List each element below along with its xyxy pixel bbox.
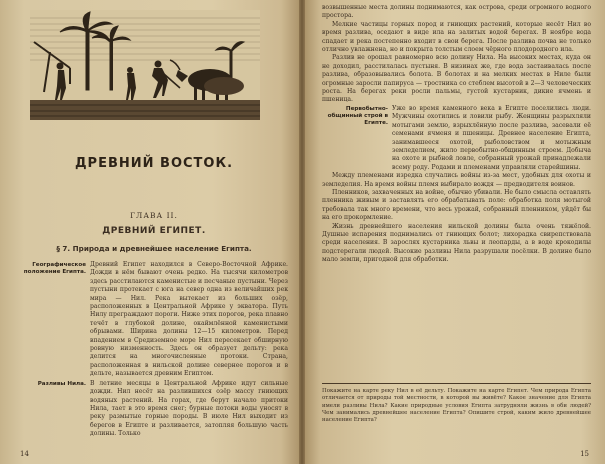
left-page xyxy=(0,0,302,464)
margin-note-primitive: Первобытно-общинный строй в Египте. xyxy=(327,105,388,126)
islands-paragraph: возвышенные места долины поднимаются, как острова, среди огромного водного простора. xyxy=(322,4,591,20)
review-questions: Покажите на карте реку Нил в её дельту. Покажите на карте Египет. Чем природа Египта отличается от природы той местности, в которой вы живёте? Какое значение для Египта имели разливы Нила? Какие природные условия Египта затрудняли жизнь в оби людей? Чем занимались древнейшее население Египта? Опишите строй, каким жило древнейшее население Египта? xyxy=(322,383,591,424)
marsh-paragraph: Разлив не орошал равномерно всю долину Нила. На высоких местах, куда он не доходил, расстилалась пустыня. В низинах же, где вода застаивалась после разлива, образовывались болота. В болотах и на мелких местах в Ниле были огромные заросли папируса — тростника со стеблем высотой в 2—3 человеческих роста. На берегах реки росли пальмы, густой кустарник, дикие ячмень и пшеница. xyxy=(322,54,591,104)
floods-block xyxy=(20,380,288,439)
geography-block xyxy=(20,261,288,379)
primitive-paragraph: Уже во время каменного века в Египте поселились люди. Мужчины охотились и ловили рыбу. Женщины разрыхляли мотыгами землю, взрыхлённую после разлива, засевали её семенами ячменя и пшеницы. Древнее население Египта, занимавшееся охотой, рыболовством и мотыжным земледелием, жило первобытно-общинным строем. Добыча на охоте и рыбной ловле, собранный урожай принадлежали всему роду. Родами и племенами управляли старейшины. xyxy=(392,104,591,171)
margin-note-geography: Географическое положение Египта. xyxy=(23,262,86,275)
right-page xyxy=(302,0,605,464)
book-spine xyxy=(299,0,305,464)
silt-paragraph: Мелкие частицы горных пород и гниющих растений, которые несёт Нил во время разлива, оседают в виде ила на залитых водой берегах. В ноябре вода спадает и река постепенно входит в свои берега. После разлива почва не только отлично увлажнена, но и покрыта толстым слоем чёрного плодородного ила. xyxy=(322,20,591,54)
wars-paragraph: Между племенами изредка случались войны из-за мест, удобных для охоты и земледелия. На время войны племя выбирало вождя — предводителя воинов. xyxy=(322,172,591,188)
page-number-right: 15 xyxy=(580,450,589,458)
page-number-left: 14 xyxy=(20,450,29,458)
geography-paragraph: Древний Египет находился в Северо-Восточной Африке. Дожди в нём бывают очень редко. На тысячи километров здесь расстилаются каменистые и песчаные пустыни. Через пустыни протекает с юга на север одна из величайших рек мира — Нил. Река вытекает из больших озёр, расположенных в Центральной Африке у экватора. Путь Нилу преграждают пороги. Ниже этих порогов, река плавно течёт в глубокой долине, окаймлённой каменистыми обрывами. Ширина долины 12—15 километров. Перед впадением в Средиземное море Нил пересекает обширную ровную низменность. Здесь он образует дельту: река делится на многочисленные протоки. Страна, расположенная в нильской долине севернее порогов и в дельте, называется древним Египтом. xyxy=(90,261,288,378)
hardship-paragraph: Жизнь древнейшего населения нильской долины была очень тяжёлой. Душные испарения поднимались от гниющих болот; лихорадка свирепствовала среди населения. В зарослях кустарника львы и леопарды, а в воде крокодилы подстерегали людей. Высокие разливы Нила разрушали посёлки. В долине было мало земли, пригодной для обработки. xyxy=(322,222,591,264)
margin-note-floods: Разливы Нила. xyxy=(37,380,86,387)
paragraph-title: § 7. Природа и древнейшее население Египта. xyxy=(56,244,252,253)
chapter-title: ДРЕВНИЙ ЕГИПЕТ. xyxy=(102,226,206,236)
primitive-block xyxy=(322,105,591,172)
section-title: ДРЕВНИЙ ВОСТОК. xyxy=(74,156,234,171)
captives-paragraph: Пленников, захваченных на войне, обычно убивали. Не было смысла оставлять пленника живым и заставлять его обрабатывать поле: обработка поля мотыгой требовала так много времени, что весь урожай, собранный пленником, уйдёт бы на его прокормление. xyxy=(322,188,591,222)
farmers-illustration xyxy=(30,10,260,120)
chapter-number: ГЛАВА II. xyxy=(130,211,178,220)
floods-paragraph: В летние месяцы в Центральной Африке идут сильные дожди. Нил несёт на разлившихся озёр массу гниющих водяных растений. На горах, где берут начало притоки Нила, тает в это время снег; бурные потоки воды уносят в реку размытые горные породы. В июле Нил выходит из берегов в Египте и разливается, затопляя большую часть долины. Только xyxy=(90,379,288,438)
